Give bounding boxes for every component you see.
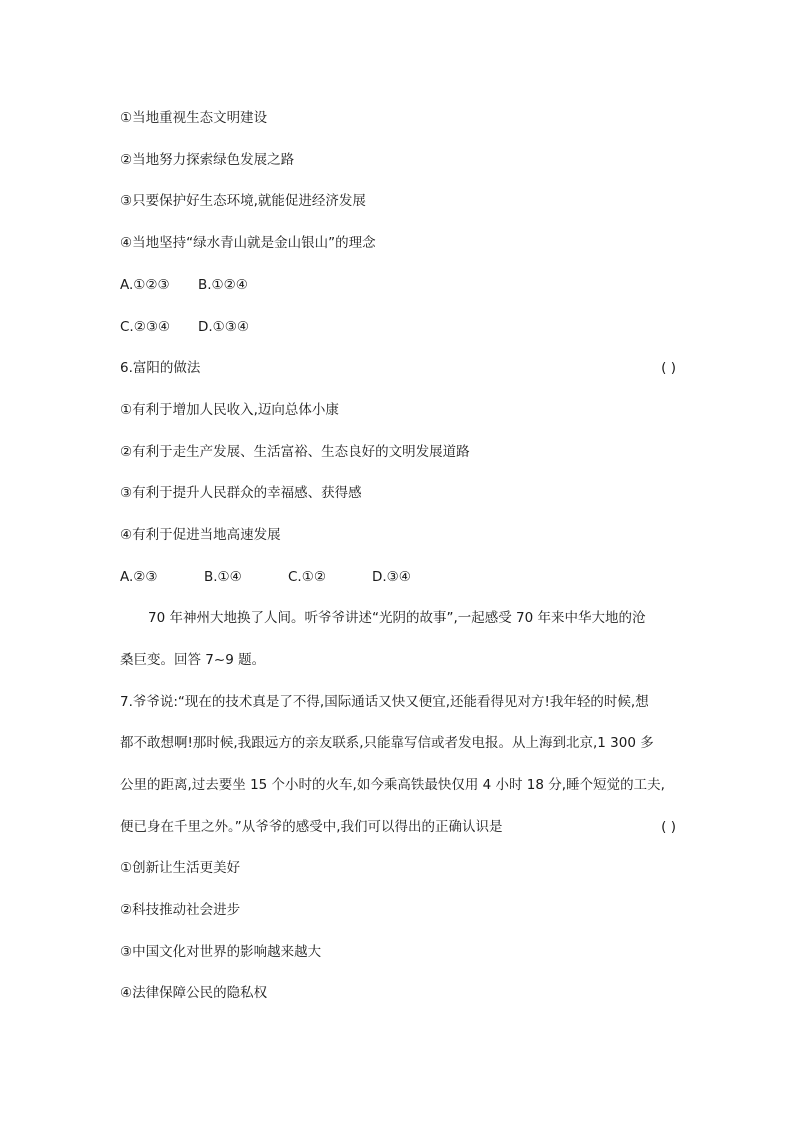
q7-stem-line-1: 7.爷爷说:“现在的技术真是了不得,国际通话又快又便宜,还能看得见对方!我年轻的时候,想 [120,694,649,710]
q6-option-3: ③有利于提升人民群众的幸福感、获得感 [120,485,362,501]
q7-option-4: ④法律保障公民的隐私权 [120,985,268,1001]
q7-stem-line-4: 便已身在千里之外。”从爷爷的感受中,我们可以得出的正确认识是 [120,819,503,835]
q5-choice-d: D.①③④ [198,319,249,335]
q5-choice-a: A.①②③ [120,277,170,293]
q6-option-1: ①有利于增加人民收入,迈向总体小康 [120,402,339,418]
q6-answer-paren: ( ) [661,360,676,376]
q5-choice-c: C.②③④ [120,319,171,335]
q6-choices [120,568,411,586]
q6-stem: 6.富阳的做法 [120,360,201,376]
q6-stem-line [120,359,676,377]
q7-stem-line-3: 公里的距离,过去要坐 15 个小时的火车,如今乘高铁最快仅用 4 小时 18 分,睡个短觉的工夫, [120,777,665,793]
q5-option-2: ②当地努力探索绿色发展之路 [120,152,295,168]
q5-choice-b: B.①②④ [198,277,248,293]
q7-option-1: ①创新让生活更美好 [120,860,241,876]
q5-option-1: ①当地重视生态文明建设 [120,110,268,126]
q6-option-4: ④有利于促进当地高速发展 [120,527,281,543]
q6-choice-d: D.③④ [372,569,411,585]
q6-choice-a: A.②③ [120,569,158,585]
q6-option-2: ②有利于走生产发展、生活富裕、生态良好的文明发展道路 [120,444,470,460]
intro-line-2: 桑巨变。回答 7~9 题。 [120,652,266,668]
intro-line-1: 70 年神州大地换了人间。听爷爷讲述“光阴的故事”,一起感受 70 年来中华大地的沧 [148,610,646,626]
q7-stem-line-2: 都不敢想啊!那时候,我跟远方的亲友联系,只能靠写信或者发电报。从上海到北京,1 300 多 [120,735,654,751]
q7-answer-paren: ( ) [661,819,676,835]
q5-option-3: ③只要保护好生态环境,就能促进经济发展 [120,193,366,209]
q7-option-3: ③中国文化对世界的影响越来越大 [120,944,322,960]
q6-choice-c: C.①② [288,569,326,585]
q6-choice-b: B.①④ [204,569,242,585]
q7-stem-line-4-wrap [120,818,676,836]
q7-option-2: ②科技推动社会进步 [120,902,241,918]
q5-choices-row-1 [120,276,248,294]
q5-choices-row-2 [120,318,249,336]
q5-option-4: ④当地坚持“绿水青山就是金山银山”的理念 [120,235,376,251]
